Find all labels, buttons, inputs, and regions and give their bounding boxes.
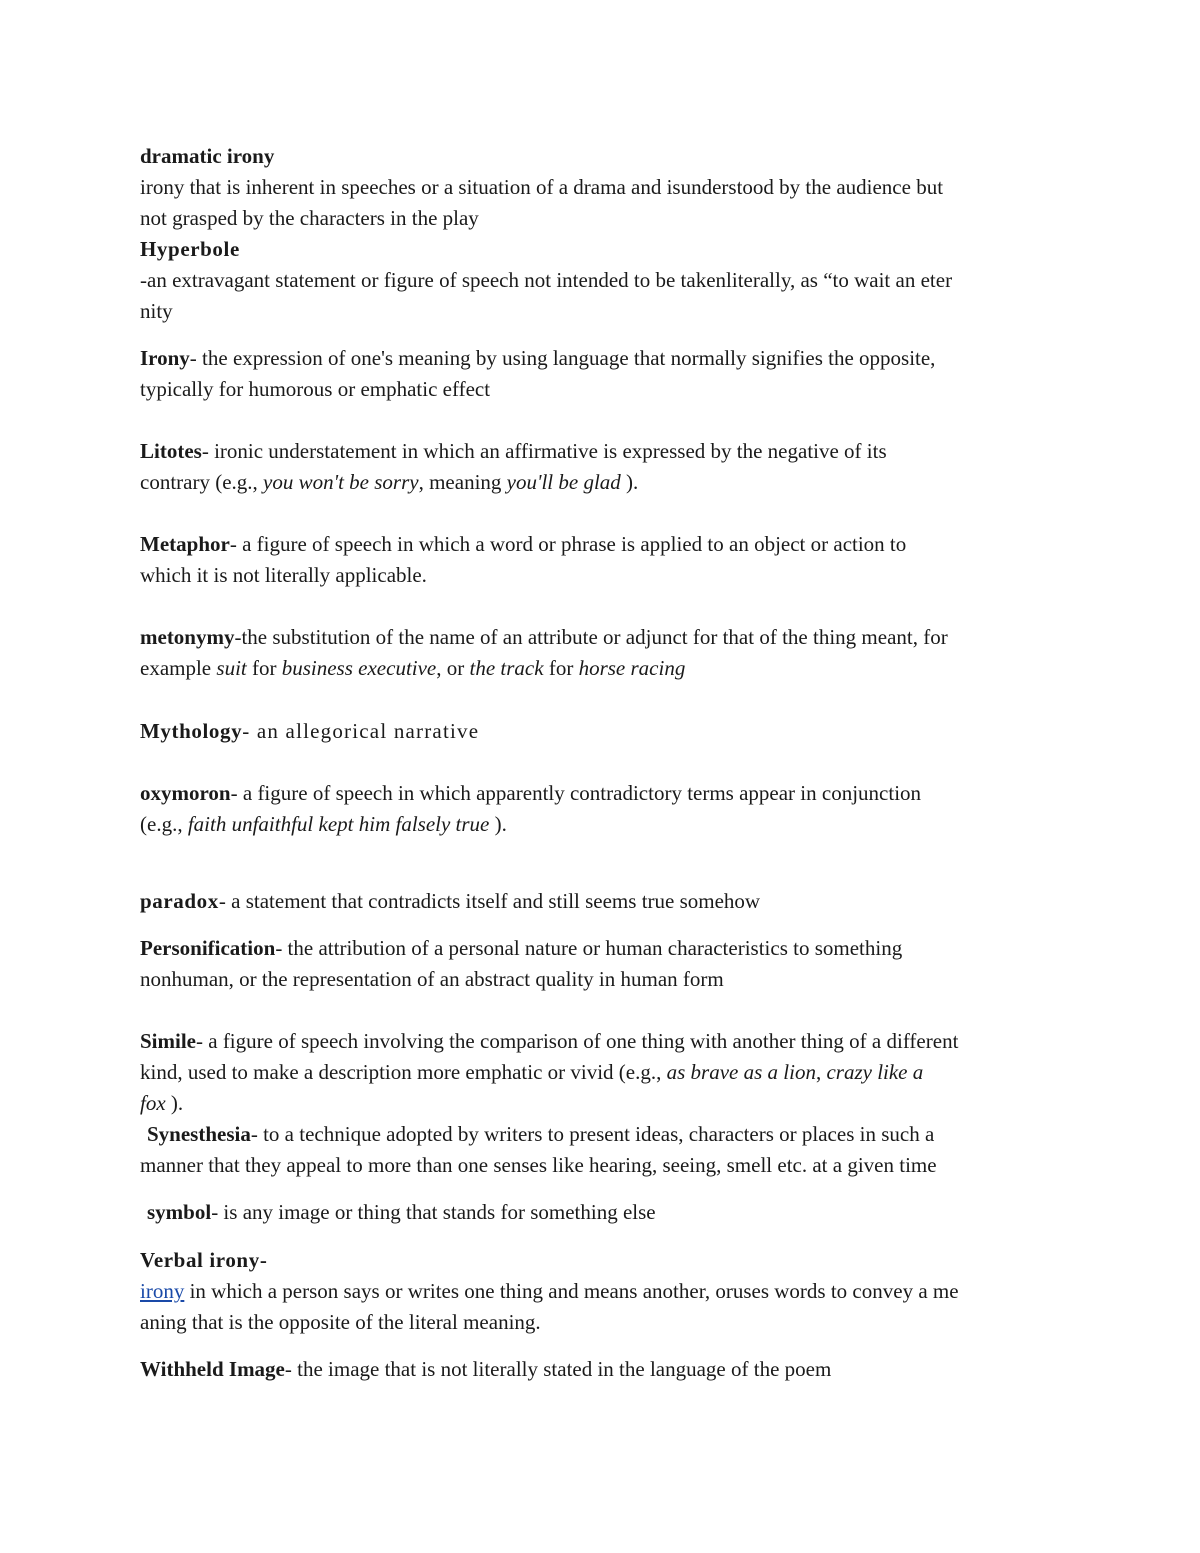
definition-line: manner that they appeal to more than one senses like hearing, seeing, smell etc. at a given time [140, 1153, 937, 1177]
definition-line: irony that is inherent in speeches or a situation of a drama and isunderstood by the audience but [140, 175, 944, 199]
definition-line: -an extravagant statement or figure of speech not intended to be takenliterally, as “to wait an eter [140, 268, 953, 292]
entry-paradox [140, 886, 1070, 917]
term-hyperbole: Hyperbole [140, 237, 240, 261]
definition-text: - a figure of speech involving the comparison of one thing with another thing of a different [196, 1029, 959, 1053]
example-phrase: fox [140, 1091, 166, 1115]
term-synesthesia: Synesthesia [147, 1122, 251, 1146]
entry-litotes [140, 436, 1070, 498]
definition-text: contrary (e.g., [140, 470, 264, 494]
definition-text: - ironic understatement in which an affirmative is expressed by the negative of its [201, 439, 887, 463]
definition-line: nonhuman, or the representation of an abstract quality in human form [140, 967, 724, 991]
entry-metonymy [140, 622, 1070, 684]
definition-text: ). [489, 812, 507, 836]
term-suffix: - [259, 1248, 267, 1272]
entry-personification [140, 933, 1070, 995]
definition-text: example [140, 656, 217, 680]
definition-text: , or [436, 656, 470, 680]
term-symbol: symbol [147, 1200, 212, 1224]
definition-text: , [815, 1060, 827, 1084]
example-phrase: horse racing [578, 656, 686, 680]
term-irony: Irony [140, 346, 190, 370]
term-metaphor: Metaphor [140, 532, 230, 556]
term-dramatic-irony: dramatic irony [140, 144, 275, 168]
example-phrase: the track [469, 656, 544, 680]
term-withheld-image: Withheld Image [140, 1357, 285, 1381]
definition-line: aning that is the opposite of the literal meaning. [140, 1310, 541, 1334]
term-metonymy: metonymy [140, 625, 235, 649]
entry-oxymoron [140, 778, 1070, 840]
entry-symbol [147, 1197, 1077, 1228]
definition-text: (e.g., [140, 812, 188, 836]
definition-text: ). [620, 470, 639, 494]
term-mythology: Mythology [140, 719, 243, 743]
definition-text: - is any image or thing that stands for something else [211, 1200, 656, 1224]
term-litotes: Litotes [140, 439, 202, 463]
entry-dramatic-irony [140, 141, 1070, 234]
definition-text: - an allegorical narrative [242, 719, 480, 743]
entry-withheld-image [140, 1354, 1070, 1385]
term-paradox: paradox [140, 889, 219, 913]
entry-mythology [140, 716, 1070, 747]
example-phrase: business executive [281, 656, 437, 680]
definition-text: - the expression of one's meaning by using language that normally signifies the opposite, [189, 346, 936, 370]
irony-link[interactable]: irony [140, 1279, 185, 1303]
term-simile: Simile [140, 1029, 196, 1053]
example-phrase: crazy like a [826, 1060, 924, 1084]
definition-text: ). [165, 1091, 184, 1115]
definition-line: which it is not literally applicable. [140, 563, 427, 587]
entry-irony [140, 343, 1070, 405]
definition-text: -the substitution of the name of an attribute or adjunct for that of the thing meant, for [234, 625, 948, 649]
definition-line: typically for humorous or emphatic effect [140, 377, 491, 401]
entry-metaphor [140, 529, 1070, 591]
definition-text: in which a person says or writes one thing and means another, oruses words to convey a me [184, 1279, 959, 1303]
example-phrase: you won't be sorry [263, 470, 419, 494]
term-verbal-irony: Verbal irony [140, 1248, 260, 1272]
definition-line: nity [140, 299, 173, 323]
definition-text: , meaning [418, 470, 507, 494]
definition-text: - the attribution of a personal nature or human characteristics to something [275, 936, 903, 960]
definition-text: - a figure of speech in which a word or phrase is applied to an object or action to [229, 532, 907, 556]
definition-text: - a statement that contradicts itself and still seems true somehow [218, 889, 761, 913]
entry-simile [140, 1026, 1070, 1119]
definition-text: - the image that is not literally stated in the language of the poem [284, 1357, 832, 1381]
term-personification: Personification [140, 936, 276, 960]
definition-text: for [543, 656, 579, 680]
example-phrase: suit [216, 656, 247, 680]
entry-synesthesia [140, 1119, 1077, 1181]
entry-hyperbole [140, 234, 1070, 327]
definition-text: - a figure of speech in which apparently contradictory terms appear in conjunction [230, 781, 922, 805]
entry-verbal-irony [140, 1245, 1070, 1338]
example-phrase: as brave as a lion [666, 1060, 816, 1084]
definition-text: for [246, 656, 282, 680]
example-phrase: faith unfaithful kept him falsely true [187, 812, 490, 836]
definition-text: kind, used to make a description more emphatic or vivid (e.g., [140, 1060, 667, 1084]
example-phrase: you'll be glad [506, 470, 621, 494]
definition-text: - to a technique adopted by writers to present ideas, characters or places in such a [250, 1122, 935, 1146]
term-oxymoron: oxymoron [140, 781, 231, 805]
definition-line: not grasped by the characters in the play [140, 206, 479, 230]
